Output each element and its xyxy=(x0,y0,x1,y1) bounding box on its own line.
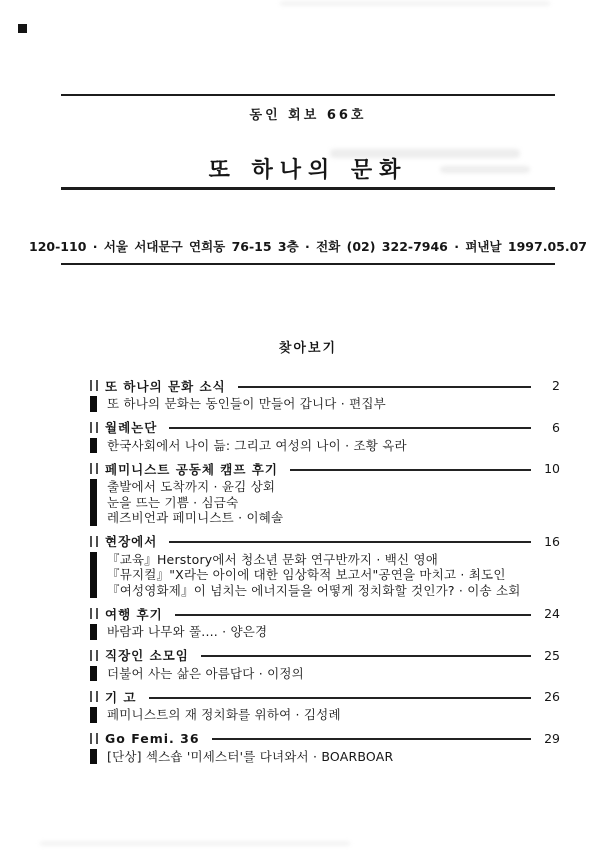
toc-entry-heading-label: 직장인 소모임 xyxy=(105,648,189,663)
toc-item-line: 페미니스트의 재 정치화를 위하여 · 김성례 xyxy=(107,707,341,722)
toc-entry-items xyxy=(107,666,560,682)
section-marker-icon xyxy=(90,608,98,619)
toc-entry-items xyxy=(107,438,560,454)
item-bar-icon xyxy=(90,624,97,640)
toc-item-line: 눈을 뜨는 기쁨 · 심금숙 xyxy=(107,494,239,510)
toc-entry-heading-label: 또 하나의 문화 소식 xyxy=(105,378,226,394)
toc-item-line: 레즈비언과 페미니스트 · 이혜솔 xyxy=(107,510,284,525)
toc-entry-page-number: 24 xyxy=(544,606,560,621)
toc-item-line: [단상] 섹스숍 '미세스터'를 다녀와서 · BOARBOAR xyxy=(107,748,394,764)
toc-entry xyxy=(90,377,560,412)
toc-entry-items-row xyxy=(90,438,560,454)
toc-entry-items xyxy=(107,749,560,765)
toc-entry-page-number: 16 xyxy=(544,533,560,549)
toc-entry-items-row xyxy=(90,749,560,765)
toc-entry-heading-label: 월례논단 xyxy=(105,420,158,435)
address-bottom-rule xyxy=(61,263,555,265)
item-bar-icon xyxy=(90,666,97,682)
toc-entry xyxy=(90,533,560,599)
toc-item-line: 『여성영화제』이 넘치는 에너지들을 어떻게 정치화할 것인가? · 이송 소회 xyxy=(107,582,521,598)
toc-heading: 찾아보기 xyxy=(278,341,338,356)
toc-item-line: 또 하나의 문화는 동인들이 만들어 갑니다 · 편집부 xyxy=(107,396,386,411)
title-bottom-rule xyxy=(61,187,555,190)
toc-leader-line xyxy=(212,738,531,740)
page-title: 또 하나의 문화 xyxy=(208,158,408,183)
toc-leader-line xyxy=(238,386,531,388)
scan-corner-mark xyxy=(18,24,27,33)
toc-entry xyxy=(90,647,560,682)
toc-item-line: 『뮤지컬』"X라는 아이에 대한 임상학적 보고서"공연을 마치고 · 최도인 xyxy=(107,567,506,582)
item-bar-icon xyxy=(90,479,97,526)
toc-entry-heading-label: 기 고 xyxy=(105,689,137,705)
toc-entry xyxy=(90,730,560,765)
toc-entry-heading-row xyxy=(90,460,560,477)
section-marker-icon xyxy=(90,463,98,474)
toc-entry-items xyxy=(107,624,560,640)
section-marker-icon xyxy=(90,422,98,433)
toc-entry-page-number: 26 xyxy=(544,689,560,704)
toc-leader-line xyxy=(169,541,531,543)
toc-entry-heading-row xyxy=(90,688,560,705)
toc-entry-items-row xyxy=(90,707,560,723)
toc-entry-heading-row xyxy=(90,605,560,622)
toc-entry xyxy=(90,605,560,640)
toc-entry-page-number: 29 xyxy=(544,730,560,746)
section-marker-icon xyxy=(90,380,98,391)
toc-entry-heading-label: 여행 후기 xyxy=(105,606,163,622)
item-bar-icon xyxy=(90,438,97,454)
toc-entry xyxy=(90,460,560,526)
toc-entry-heading-row xyxy=(90,419,560,436)
item-bar-icon xyxy=(90,396,97,412)
issue-label: 동인 회보 66호 xyxy=(249,108,367,123)
scan-artifact xyxy=(40,842,350,845)
toc-entry-heading-row xyxy=(90,730,560,747)
toc-leader-line xyxy=(175,614,531,616)
item-bar-icon xyxy=(90,749,97,765)
item-bar-icon xyxy=(90,707,97,723)
toc-entry-items-row xyxy=(90,552,560,599)
toc-leader-line xyxy=(290,469,531,471)
toc-leader-line xyxy=(169,427,531,429)
toc-entry-heading-row xyxy=(90,377,560,394)
publisher-address-line: 120-110 · 서울 서대문구 연희동 76-15 3층 · 전화 (02) 322-7946 · 펴낸날 1997.05.07 xyxy=(29,239,587,254)
toc-entry-items xyxy=(107,707,560,723)
section-marker-icon xyxy=(90,691,98,702)
toc-list xyxy=(90,377,560,771)
section-marker-icon xyxy=(90,536,98,547)
toc-entry xyxy=(90,419,560,454)
toc-entry-heading-label: 현장에서 xyxy=(105,534,158,549)
toc-entry-page-number: 10 xyxy=(544,461,560,476)
toc-entry-items-row xyxy=(90,479,560,526)
toc-entry-heading-row xyxy=(90,647,560,664)
item-bar-icon xyxy=(90,552,97,599)
header-top-rule xyxy=(61,94,555,96)
scan-artifact xyxy=(280,2,550,5)
toc-entry-items xyxy=(107,479,560,526)
toc-entry-items-row xyxy=(90,624,560,640)
toc-entry-items xyxy=(107,396,560,412)
section-marker-icon xyxy=(90,733,98,744)
toc-entry-page-number: 2 xyxy=(552,378,560,393)
toc-leader-line xyxy=(149,697,531,699)
toc-entry-heading-label: Go Femi. 36 xyxy=(105,730,200,746)
toc-entry xyxy=(90,688,560,723)
toc-entry-items-row xyxy=(90,666,560,682)
toc-item-line: 『교육』Herstory에서 청소년 문화 연구반까지 · 백신 영애 xyxy=(107,551,438,567)
section-marker-icon xyxy=(90,650,98,661)
toc-item-line: 출발에서 도착까지 · 윤김 상회 xyxy=(107,479,276,494)
toc-item-line: 바람과 나무와 풀.... · 양은경 xyxy=(107,624,268,639)
toc-entry-page-number: 6 xyxy=(552,419,560,435)
toc-entry-page-number: 25 xyxy=(544,647,560,663)
toc-entry-items-row xyxy=(90,396,560,412)
toc-item-line: 한국사회에서 나이 듦: 그리고 여성의 나이 · 조황 옥라 xyxy=(107,437,407,453)
toc-entry-heading-row xyxy=(90,533,560,550)
toc-leader-line xyxy=(201,655,531,657)
toc-entry-heading-label: 페미니스트 공동체 캠프 후기 xyxy=(105,461,278,477)
toc-item-line: 더불어 사는 삶은 아름답다 · 이정의 xyxy=(107,665,304,681)
toc-entry-items xyxy=(107,552,560,599)
